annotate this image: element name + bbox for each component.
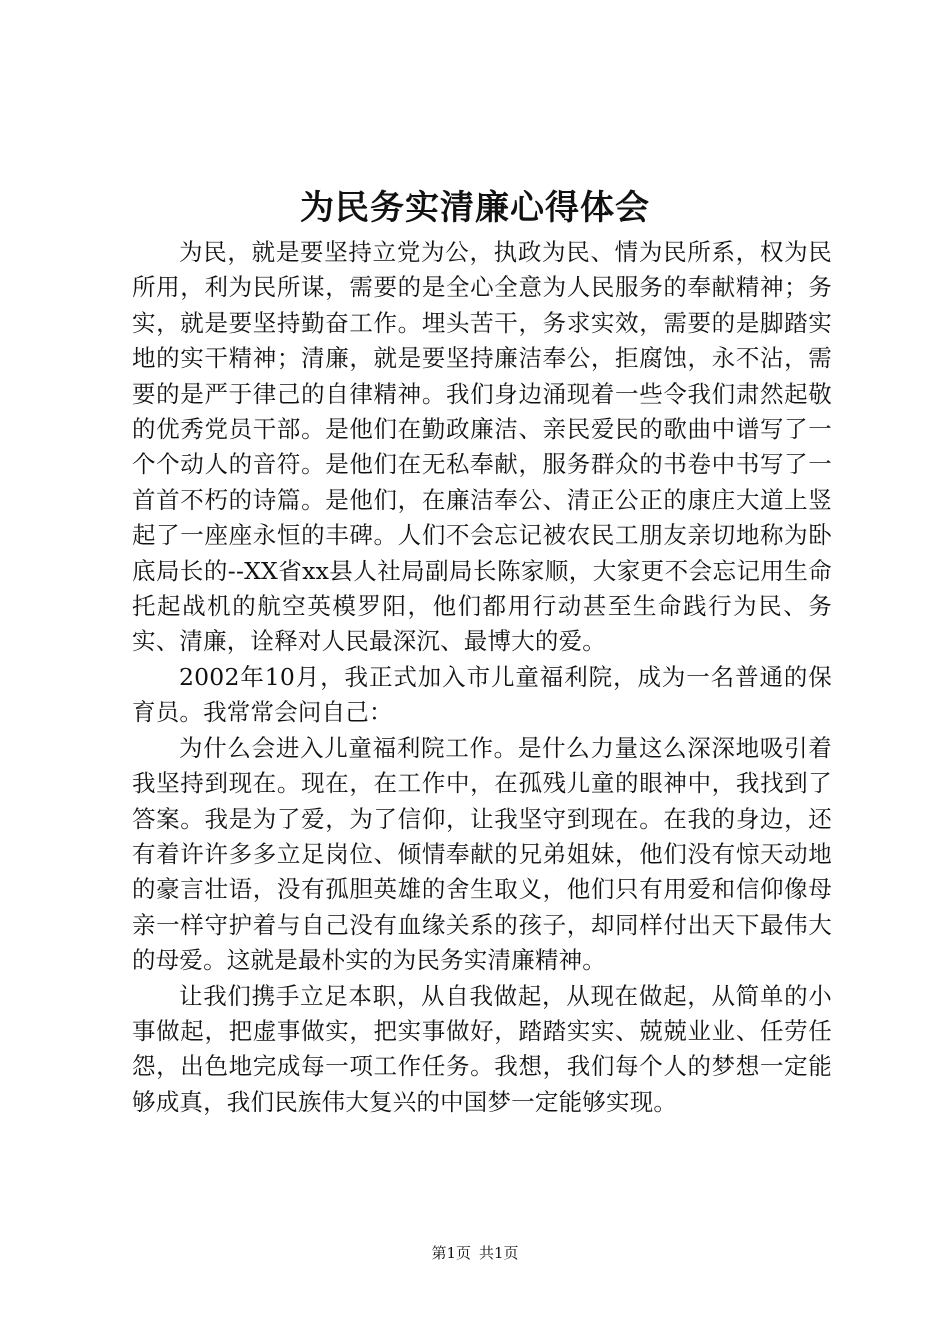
document-title: 为民务实清廉心得体会 bbox=[300, 188, 650, 228]
paragraph-4: 让我们携手立足本职，从自我做起，从现在做起，从简单的小事做起，把虚事做实，把实事做好，踏踏实实、兢兢业业、任劳任怨，出色地完成每一项工作任务。我想，我们每个人的梦想一定能够成真，我们民族伟大复兴的中国梦一定能够实现。 bbox=[132, 981, 832, 1116]
page-number: 第1页 bbox=[431, 1244, 471, 1262]
paragraph-2: 2002年10月，我正式加入市儿童福利院，成为一名普通的保育员。我常常会问自己： bbox=[132, 662, 832, 727]
paragraph-1: 为民，就是要坚持立党为公，执政为民、情为民所系，权为民所用，利为民所谋，需要的是全心全意为人民服务的奉献精神；务实，就是要坚持勤奋工作。埋头苦干，务求实效，需要的是脚踏实地的实干精神；清廉，就是要坚持廉洁奉公，拒腐蚀，永不沾，需要的是严于律己的自律精神。我们身边涌现着一些令我们肃然起敬的优秀党员干部。是他们在勤政廉洁、亲民爱民的歌曲中谱写了一个个动人的音符。是他们在无私奉献，服务群众的书卷中书写了一首首不朽的诗篇。是他们，在廉洁奉公、清正公正的康庄大道上竖起了一座座永恒的丰碑。人们不会忘记被农民工朋友亲切地称为卧底局长的--XX省xx县人社局副局长陈家顺，大家更不会忘记用生命托起战机的航空英模罗阳，他们都用行动甚至生命践行为民、务实、清廉，诠释对人民最深沉、最博大的爱。 bbox=[132, 238, 832, 656]
page-footer bbox=[0, 1243, 950, 1263]
paragraph-3: 为什么会进入儿童福利院工作。是什么力量这么深深地吸引着我坚持到现在。现在，在工作中，在孤残儿童的眼神中，我找到了答案。我是为了爱，为了信仰，让我坚守到现在。在我的身边，还有着许许多多立足岗位、倾情奉献的兄弟姐妹，他们没有惊天动地的豪言壮语，没有孤胆英雄的舍生取义，他们只有用爱和信仰像母亲一样守护着与自己没有血缘关系的孩子，却同样付出天下最伟大的母爱。这就是最朴实的为民务实清廉精神。 bbox=[132, 733, 832, 975]
document-body bbox=[132, 235, 832, 1120]
page-total: 共1页 bbox=[479, 1244, 519, 1262]
